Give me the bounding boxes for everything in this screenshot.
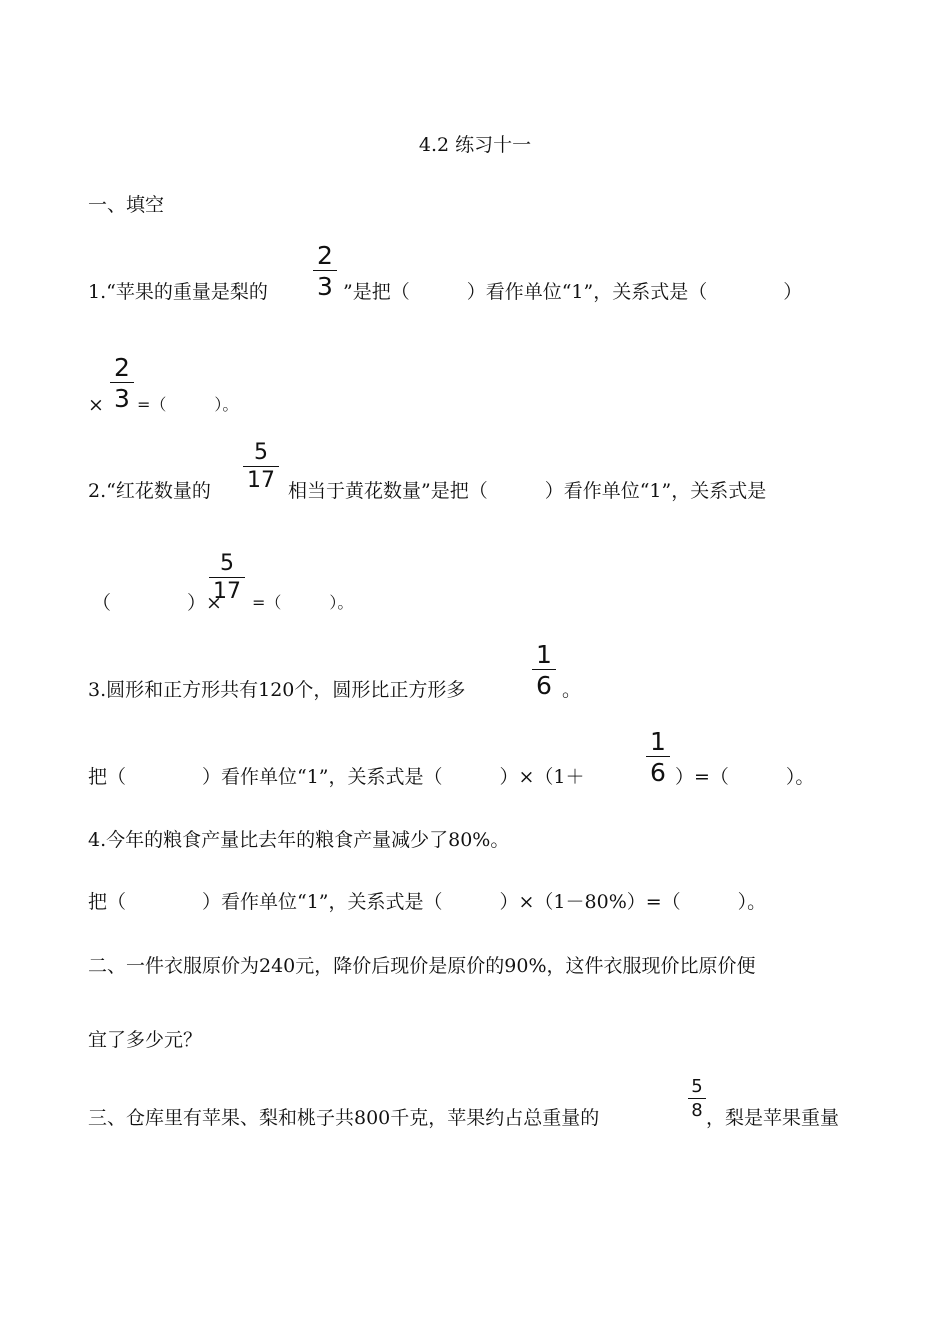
question-1-text-a: 1.“苹果的重量是梨的 bbox=[88, 281, 268, 303]
fraction-numerator: 2 bbox=[317, 241, 333, 270]
question-2-text-b: 相当于黄花数量”是把（ ）看作单位“1”，关系式是 bbox=[288, 480, 767, 502]
question-1-text-b: ”是把（ ）看作单位“1”，关系式是（ ） bbox=[343, 281, 803, 303]
question-2-text-a: 2.“红花数量的 bbox=[88, 480, 211, 502]
fraction-bar bbox=[646, 756, 670, 757]
page-title: 4.2 练习十一 bbox=[418, 134, 532, 156]
question-1-fraction-2 bbox=[110, 355, 134, 411]
question-3-text-a: 3.圆形和正方形共有120个，圆形比正方形多 bbox=[88, 679, 466, 701]
fraction-denominator: 8 bbox=[691, 1100, 703, 1121]
fraction-bar bbox=[209, 577, 245, 578]
fraction-denominator: 6 bbox=[536, 671, 552, 700]
fraction-numerator: 5 bbox=[691, 1076, 703, 1097]
question-3-relation: 把（ ）看作单位“1”，关系式是（ ）×（1＋ bbox=[88, 766, 585, 788]
question-3-fraction bbox=[532, 642, 556, 698]
question-3-text-b: 。 bbox=[562, 679, 582, 701]
question-3-fraction-2 bbox=[646, 729, 670, 785]
fraction-denominator: 3 bbox=[114, 384, 130, 413]
fraction-denominator: 3 bbox=[317, 272, 333, 301]
question-3-result: ）=（ ）。 bbox=[675, 766, 815, 788]
fraction-bar bbox=[532, 669, 556, 670]
fraction-numerator: 5 bbox=[254, 440, 268, 465]
fraction-denominator: 6 bbox=[650, 758, 666, 787]
fraction-bar bbox=[110, 382, 134, 383]
question-2-times: （ ）× bbox=[92, 592, 222, 614]
section-3-text-a: 三、仓库里有苹果、梨和桃子共800千克，苹果约占总重量的 bbox=[88, 1107, 600, 1129]
fraction-numerator: 1 bbox=[536, 640, 552, 669]
question-1-times: × bbox=[88, 394, 104, 416]
fraction-numerator: 2 bbox=[114, 353, 130, 382]
question-2-fraction-2 bbox=[209, 553, 245, 603]
fraction-bar bbox=[688, 1098, 706, 1099]
fraction-bar bbox=[243, 466, 279, 467]
section-heading-fill-in: 一、填空 bbox=[88, 194, 165, 216]
question-1-fraction bbox=[313, 243, 337, 299]
question-1-result: =（ ）。 bbox=[137, 395, 239, 414]
fraction-numerator: 5 bbox=[220, 551, 234, 576]
section-3-text-b: ，梨是苹果重量 bbox=[706, 1107, 840, 1129]
section-2-line-1: 二、一件衣服原价为240元，降价后现价是原价的90%，这件衣服现价比原价便 bbox=[88, 955, 756, 977]
question-4-text: 4.今年的粮食产量比去年的粮食产量减少了80%。 bbox=[88, 829, 510, 851]
section-2-line-2: 宜了多少元？ bbox=[88, 1029, 203, 1051]
fraction-denominator: 17 bbox=[213, 579, 241, 604]
fraction-bar bbox=[313, 270, 337, 271]
question-2-result: =（ ）。 bbox=[252, 593, 354, 612]
section-3-fraction bbox=[688, 1078, 706, 1120]
fraction-numerator: 1 bbox=[650, 727, 666, 756]
question-2-fraction bbox=[243, 442, 279, 492]
fraction-denominator: 17 bbox=[247, 468, 275, 493]
question-4-relation: 把（ ）看作单位“1”，关系式是（ ）×（1－80%）=（ ）。 bbox=[88, 891, 767, 913]
